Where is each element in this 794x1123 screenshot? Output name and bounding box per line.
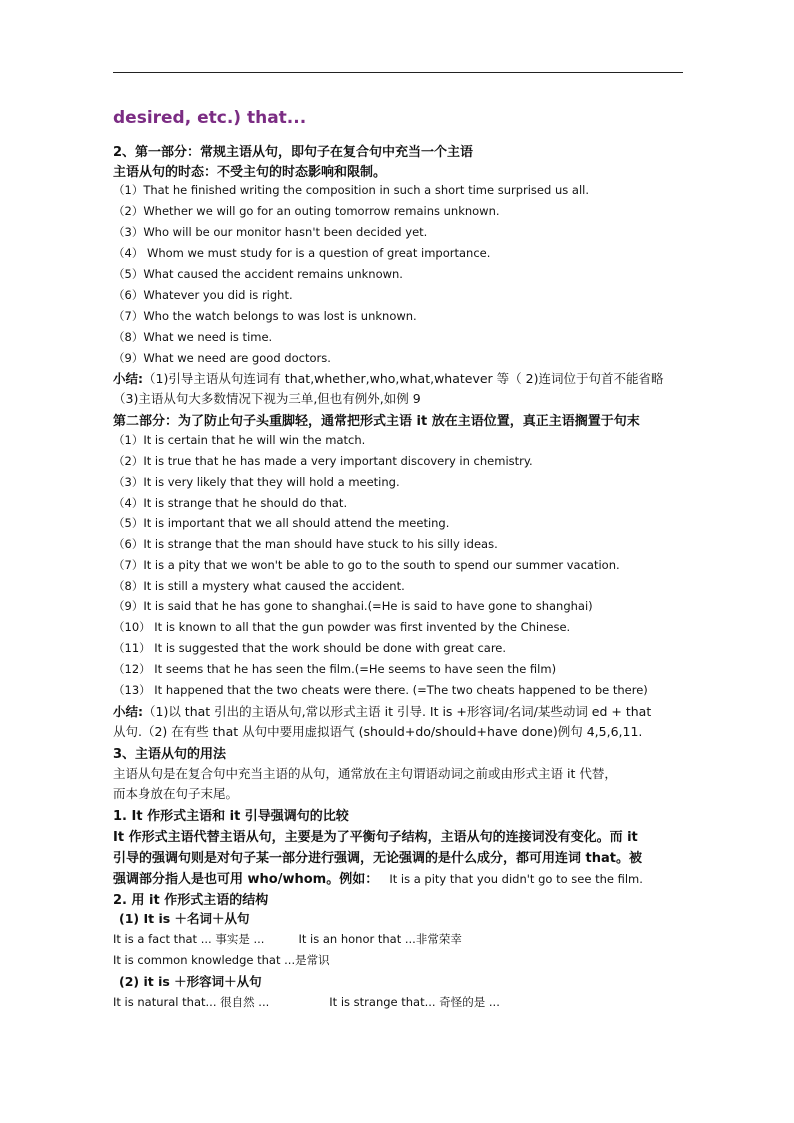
- page-heading: desired, etc.) that...: [113, 108, 307, 128]
- structure-2-a: It is natural that... 很自然 ...: [113, 995, 270, 1009]
- part3-intro-line1: 主语从句是在复合句中充当主语的从句，通常放在主句谓语动词之前或由形式主语 it 代替，: [113, 766, 617, 781]
- summary-1-line2: （3)主语从句大多数情况下视为三单,但也有例外,如例 9: [113, 391, 421, 406]
- compare-line2: 引导的强调句则是对句子某一部分进行强调，无论强调的是什么成分，都可用连词 that。被: [113, 851, 642, 866]
- compare-line1: It 作形式主语代替主语从句，主要是为了平衡句子结构，主语从句的连接词没有变化。而 it: [113, 830, 638, 845]
- tense-note: 主语从句的时态：不受主句的时态影响和限制。: [113, 165, 387, 180]
- part3-intro-line2: 而本身放在句子末尾。: [113, 786, 239, 801]
- summary-2-line2: 从句.（2) 在有些 that 从句中要用虚拟语气 (should+do/should+have done)例句 4,5,6,11.: [113, 724, 643, 739]
- example-line: （8）It is still a mystery what caused the accident.: [113, 579, 405, 593]
- example-line: （13） It happened that the two cheats were there. (=The two cheats happened to be there): [113, 683, 648, 697]
- example-line: （3）Who will be our monitor hasn't been decided yet.: [113, 225, 428, 239]
- example-line: （3）It is very likely that they will hold a meeting.: [113, 475, 400, 489]
- example-line: （5）What caused the accident remains unknown.: [113, 267, 403, 281]
- example-line: （12） It seems that he has seen the film.(=He seems to have seen the film): [113, 662, 557, 676]
- structure-1-c: It is common knowledge that ...是常识: [113, 953, 330, 967]
- structure-2-row: [113, 994, 500, 1010]
- summary-1-line1: [113, 369, 663, 387]
- structure-1-a: It is a fact that ... 事实是 ...: [113, 932, 265, 946]
- summary-label: 小结:: [113, 704, 143, 719]
- example-line: （9）What we need are good doctors.: [113, 351, 331, 365]
- compare-title: 1. It 作形式主语和 it 引导强调句的比较: [113, 809, 349, 824]
- example-line: （6）It is strange that the man should have stuck to his silly ideas.: [113, 537, 498, 551]
- example-line: （10） It is known to all that the gun powder was first invented by the Chinese.: [113, 620, 571, 634]
- example-line: （5）It is important that we all should attend the meeting.: [113, 516, 450, 530]
- example-line: （6）Whatever you did is right.: [113, 288, 293, 302]
- example-line: （8）What we need is time.: [113, 330, 273, 344]
- structure-title: 2. 用 it 作形式主语的结构: [113, 893, 269, 908]
- part1-title: 2、第一部分：常规主语从句，即句子在复合句中充当一个主语: [113, 145, 474, 160]
- example-line: （11） It is suggested that the work should be done with great care.: [113, 641, 507, 655]
- part3-title: 3、主语从句的用法: [113, 747, 227, 762]
- example-line: （9）It is said that he has gone to shanghai.(=He is said to have gone to shanghai): [113, 599, 593, 613]
- summary-2-line1: [113, 702, 651, 720]
- summary-text: （1)以 that 引出的主语从句,常以形式主语 it 引导. It is +形容词/名词/某些动词 ed + that: [143, 704, 652, 719]
- structure-1-row: [113, 931, 462, 947]
- example-line: （2）Whether we will go for an outing tomorrow remains unknown.: [113, 204, 500, 218]
- part2-title: 第二部分：为了防止句子头重脚轻，通常把形式主语 it 放在主语位置，真正主语搁置于句末: [113, 414, 640, 429]
- compare-line3: [113, 868, 643, 887]
- example-line: （1）That he finished writing the composition in such a short time surprised us all.: [113, 183, 589, 197]
- compare-lead: 强调部分指人是也可用 who/whom。例如：: [113, 872, 379, 887]
- example-line: （7）Who the watch belongs to was lost is unknown.: [113, 309, 417, 323]
- example-line: （4）It is strange that he should do that.: [113, 496, 348, 510]
- structure-2-title: (2) it is ＋形容词＋从句: [119, 974, 262, 989]
- summary-label: 小结:: [113, 371, 143, 386]
- example-line: （4） Whom we must study for is a question of great importance.: [113, 246, 491, 260]
- structure-1-title: (1) It is ＋名词＋从句: [119, 911, 250, 926]
- header-rule: [113, 72, 683, 73]
- example-line: （2）It is true that he has made a very important discovery in chemistry.: [113, 454, 533, 468]
- structure-1-b: It is an honor that ...非常荣幸: [298, 932, 462, 946]
- example-line: （1）It is certain that he will win the match.: [113, 433, 366, 447]
- compare-example: It is a pity that you didn't go to see the film.: [389, 872, 643, 886]
- example-line: （7）It is a pity that we won't be able to go to the south to spend our summer vacation.: [113, 558, 620, 572]
- structure-2-b: It is strange that... 奇怪的是 ...: [329, 995, 500, 1009]
- summary-text: （1)引导主语从句连词有 that,whether,who,what,whatever 等（ 2)连词位于句首不能省略: [143, 371, 664, 386]
